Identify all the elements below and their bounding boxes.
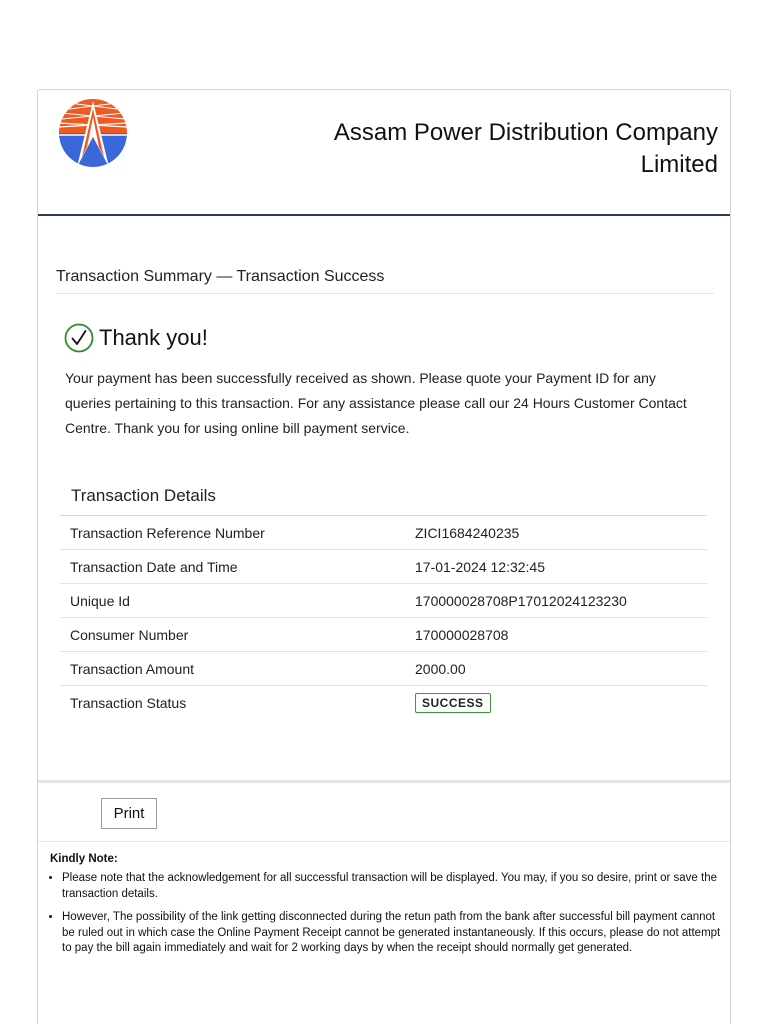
kindly-note [50, 853, 730, 965]
check-circle-icon [64, 323, 94, 353]
row-value: 170000028708 [415, 626, 509, 643]
row-label: Transaction Amount [70, 660, 194, 677]
row-value: 17-01-2024 12:32:45 [415, 558, 545, 575]
table-row [60, 584, 707, 618]
row-label: Unique Id [70, 592, 130, 609]
print-button[interactable]: Print [101, 798, 157, 829]
row-value: 2000.00 [415, 660, 466, 677]
row-value: ZICI1684240235 [415, 524, 520, 541]
row-label: Transaction Date and Time [70, 558, 238, 575]
page-header [38, 90, 730, 216]
row-value [415, 693, 707, 713]
table-row [60, 686, 707, 719]
note-list [50, 871, 730, 957]
table-row [60, 516, 707, 550]
thank-you-text: Thank you! [99, 325, 208, 350]
row-label: Transaction Status [70, 694, 187, 711]
receipt-card [37, 89, 731, 1024]
company-name: Assam Power Distribution Company Limited [333, 119, 718, 178]
row-label: Consumer Number [70, 626, 189, 643]
table-row [60, 550, 707, 584]
summary-title: Transaction Summary — Transaction Success [56, 268, 714, 294]
transaction-details-table [60, 515, 707, 719]
status-badge: SUCCESS [415, 693, 491, 713]
print-bar [38, 780, 730, 842]
thank-you-heading [64, 323, 208, 353]
details-title: Transaction Details [71, 486, 216, 505]
apdcl-logo [57, 97, 129, 169]
note-item: • However, The possibility of the link getting disconnected during the retun path from the bank after successful bill payment cannot be ruled out in which case the Online Payment Receipt cannot be generated instantaneously. If this occurs, please do not attempt to pay the bill again immediately and wait for 2 working days by when the receipt should normally get generated. [62, 910, 730, 957]
row-label: Transaction Reference Number [70, 524, 265, 541]
table-row [60, 618, 707, 652]
row-value: 170000028708P17012024123230 [415, 592, 627, 609]
table-row [60, 652, 707, 686]
note-title: Kindly Note: [50, 853, 118, 865]
note-item: • Please note that the acknowledgement for all successful transaction will be displayed. You may, if you so desire, print or save the transaction details. [62, 871, 730, 902]
confirmation-message: Your payment has been successfully received as shown. Please quote your Payment ID for any queries pertaining to this transaction. For any assistance please call our 24 Hours Customer Contact Centre. Thank you for using online bill payment service. [65, 370, 687, 436]
